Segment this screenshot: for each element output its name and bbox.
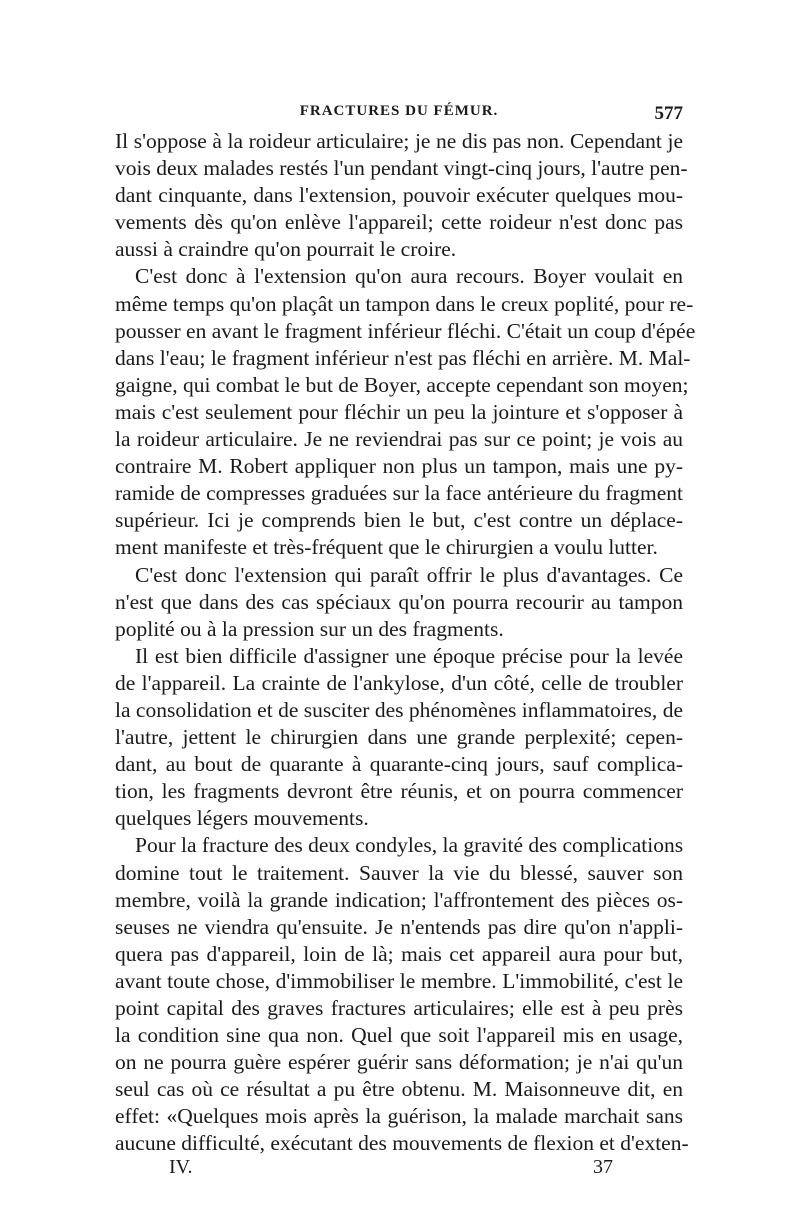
text-line: dans l'eau; le fragment inférieur n'est pas fléchi en arrière. M. Mal- (115, 345, 691, 370)
text-line: vois deux malades restés l'un pendant vingt-cinq jours, l'autre pen- (115, 156, 688, 181)
text-line: ramide de compresses graduées sur la face antérieure du fragment (115, 481, 683, 506)
text-line: la consolidation et de susciter des phénomènes inflammatoires, de (115, 697, 683, 722)
text-line: Pour la fracture des deux condyles, la gravité des complications (135, 833, 684, 858)
text-line: dant, au bout de quarante à quarante-cinq jours, sauf complica- (115, 752, 683, 777)
text-line: tion, les fragments devront être réunis, et on pourra commencer (115, 779, 683, 804)
text-line: domine tout le traitement. Sauver la vie du blessé, sauver son (115, 860, 683, 885)
text-line: même temps qu'on plaçât un tampon dans le creux poplité, pour re- (115, 291, 694, 316)
text-line: C'est donc l'extension qui paraît offrir le plus d'avantages. Ce (135, 562, 683, 587)
text-line: on ne pourra guère espérer guérir sans déformation; je n'ai qu'un (115, 1050, 683, 1075)
body-text (115, 128, 696, 1158)
text-line: Il s'oppose à la roideur articulaire; je ne dis pas non. Cependant je (115, 129, 683, 153)
text-line: Il est bien difficile d'assigner une époque précise pour la levée (135, 643, 683, 668)
text-line: dant cinquante, dans l'extension, pouvoir exécuter quelques mou- (115, 183, 683, 208)
text-line: gaigne, qui combat le but de Boyer, accepte cependant son moyen; (115, 372, 689, 397)
text-line: membre, voilà la grande indication; l'affrontement des pièces os- (115, 887, 683, 912)
text-line: effet: «Quelques mois après la guérison, la malade marchait sans (115, 1104, 683, 1129)
text-line: seul cas où ce résultat a pu être obtenu. M. Maisonneuve dit, en (115, 1077, 683, 1102)
text-line: poplité ou à la pression sur un des fragments. (115, 616, 504, 641)
text-line: l'autre, jettent le chirurgien dans une grande perplexité; cepen- (115, 725, 683, 750)
signature-mark: IV. (169, 1156, 193, 1178)
text-line: vements dès qu'on enlève l'appareil; cette roideur n'est donc pas (115, 210, 683, 235)
text-line: contraire M. Robert appliquer non plus un tampon, mais une py- (115, 454, 683, 479)
text-line: quera pas d'appareil, loin de là; mais cet appareil aura pour but, (115, 941, 683, 966)
text-line: n'est que dans des cas spéciaux qu'on pourra recourir au tampon (115, 589, 683, 614)
text-line: aussi à craindre qu'on pourrait le croire. (115, 237, 457, 262)
page-number: 577 (654, 103, 683, 124)
running-title: FRACTURES DU FÉMUR. (299, 103, 499, 119)
text-line: avant toute chose, d'immobiliser le membre. L'immobilité, c'est le (115, 968, 683, 993)
text-line: ment manifeste et très-fréquent que le chirurgien a voulu lutter. (115, 535, 658, 560)
page-footer (115, 1156, 683, 1182)
text-line: supérieur. Ici je comprends bien le but, c'est contre un déplace- (115, 508, 683, 533)
text-line: seuses ne viendra qu'ensuite. Je n'entends pas dire qu'on n'appli- (115, 914, 683, 939)
text-line: de l'appareil. La crainte de l'ankylose, d'un côté, celle de troubler (115, 670, 683, 695)
text-line: C'est donc à l'extension qu'on aura recours. Boyer voulait en (135, 264, 683, 289)
sheet-number: 37 (593, 1156, 613, 1178)
text-line: mais c'est seulement pour fléchir un peu la jointure et s'opposer à (115, 399, 683, 424)
text-line: pousser en avant le fragment inférieur fléchi. C'était un coup d'épée (115, 318, 696, 343)
text-line: aucune difficulté, exécutant des mouvements de flexion et d'exten- (115, 1131, 689, 1156)
text-line: la condition sine qua non. Quel que soit l'appareil mis en usage, (115, 1023, 683, 1048)
text-line: point capital des graves fractures articulaires; elle est à peu près (115, 996, 683, 1020)
text-line: quelques légers mouvements. (115, 806, 369, 831)
page-header (115, 103, 683, 127)
text-line: la roideur articulaire. Je ne reviendrai pas sur ce point; je vois au (115, 427, 683, 452)
